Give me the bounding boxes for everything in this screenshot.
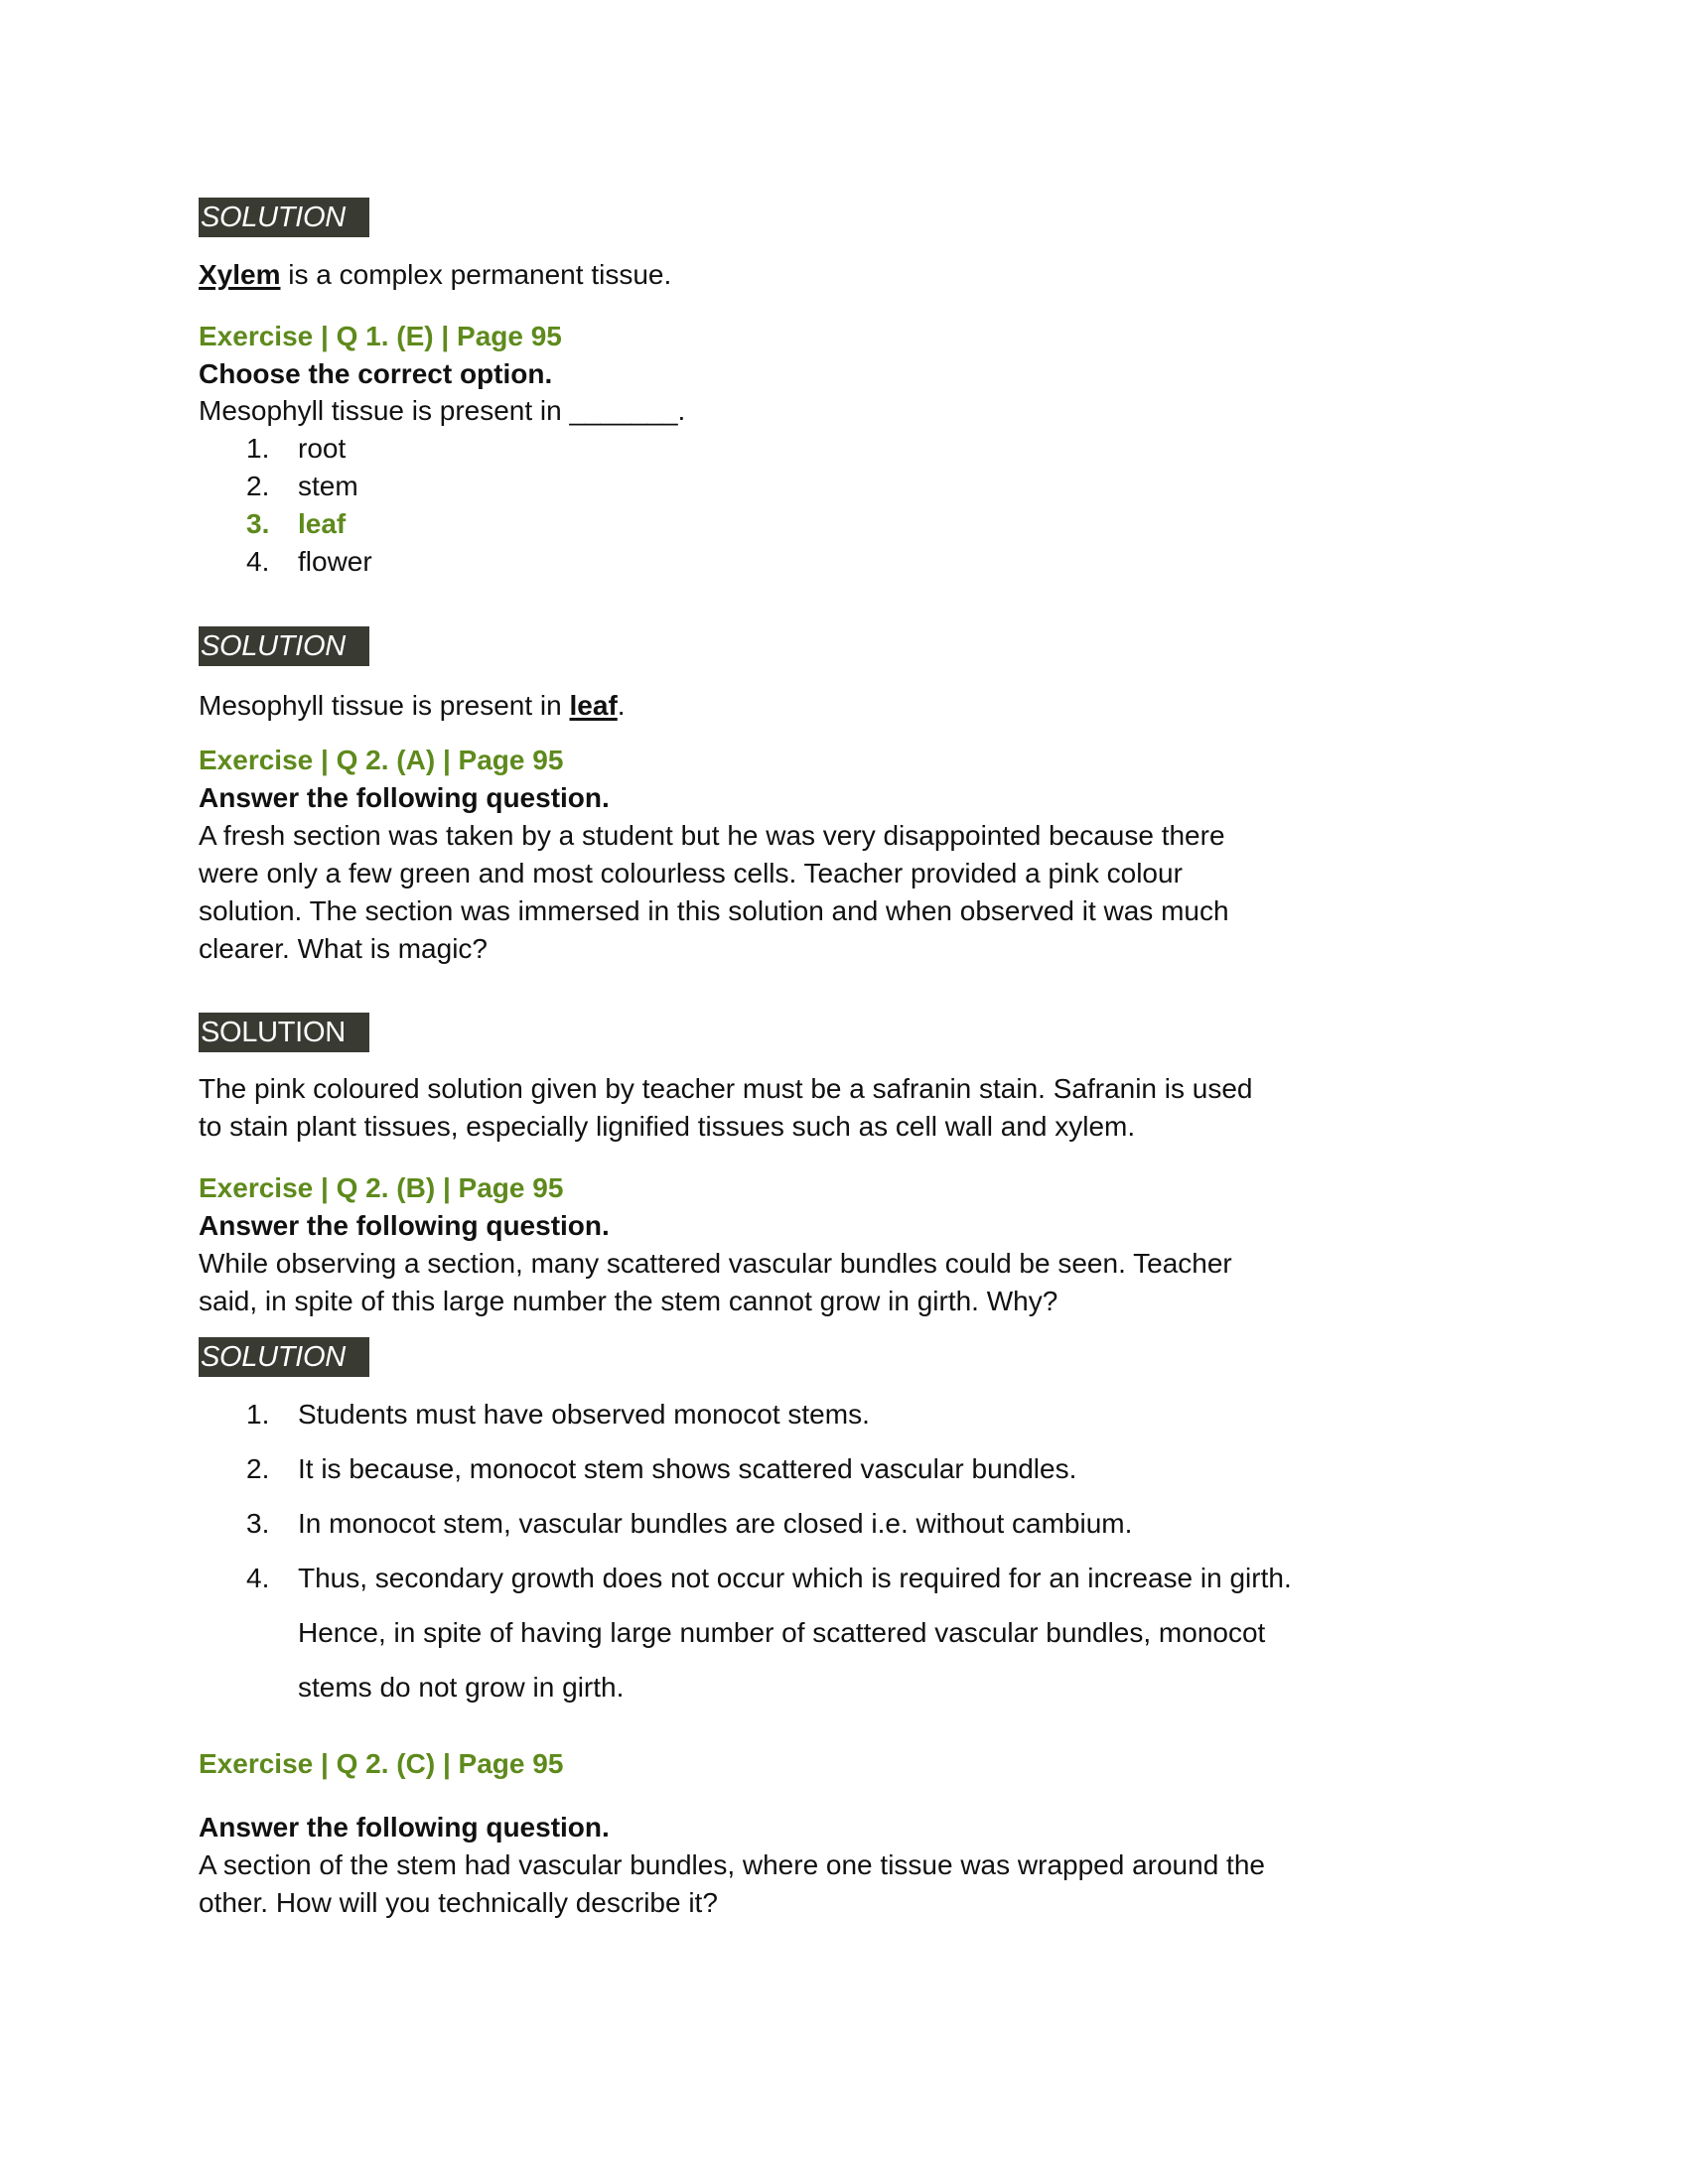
- solution-item-continuation: [199, 1605, 1292, 1660]
- question-text: [199, 392, 685, 430]
- solution-item: [199, 1496, 1292, 1551]
- solution-badge: SOLUTION: [199, 1013, 369, 1052]
- question-line: A section of the stem had vascular bundles, where one tissue was wrapped around the: [199, 1849, 1265, 1880]
- item-text: Students must have observed monocot stems.: [298, 1399, 870, 1430]
- question-instruction: Answer the following question.: [199, 1812, 610, 1843]
- exercise-heading: Exercise | Q 2. (A) | Page 95: [199, 745, 564, 775]
- option-number: 1.: [246, 433, 270, 464]
- exercise-heading: Exercise | Q 1. (E) | Page 95: [199, 321, 562, 351]
- item-text: Thus, secondary growth does not occur which is required for an increase in girth.: [298, 1563, 1292, 1593]
- item-text: It is because, monocot stem shows scattered vascular bundles.: [298, 1453, 1077, 1484]
- option-label: flower: [298, 546, 372, 577]
- option-item: [199, 430, 372, 468]
- question-suffix: .: [677, 395, 686, 426]
- solution-badge: SOLUTION: [199, 1337, 369, 1377]
- option-number: 4.: [246, 546, 270, 577]
- question-line: said, in spite of this large number the stem cannot grow in girth. Why?: [199, 1286, 1058, 1316]
- item-text: Hence, in spite of having large number of scattered vascular bundles, monocot: [298, 1617, 1266, 1648]
- question-line: solution. The section was immersed in this solution and when observed it was much: [199, 895, 1229, 926]
- question-paragraph: [199, 817, 1229, 968]
- question-line: While observing a section, many scattered vascular bundles could be seen. Teacher: [199, 1248, 1232, 1279]
- question-prefix: Mesophyll tissue is present in: [199, 395, 570, 426]
- option-label: root: [298, 433, 347, 464]
- item-number: 3.: [246, 1508, 270, 1539]
- item-text: stems do not grow in girth.: [298, 1672, 625, 1703]
- option-item: [199, 543, 372, 581]
- solution-paragraph: [199, 1070, 1253, 1146]
- solution-text: [199, 256, 671, 294]
- solution-text: [199, 687, 626, 725]
- question-paragraph: [199, 1846, 1265, 1922]
- question-paragraph: [199, 1245, 1232, 1320]
- question-line: other. How will you technically describe it?: [199, 1887, 718, 1918]
- exercise-heading: Exercise | Q 2. (B) | Page 95: [199, 1172, 564, 1203]
- solution-badge: SOLUTION: [199, 626, 369, 666]
- solution-item: [199, 1551, 1292, 1605]
- option-item-correct: [199, 505, 372, 543]
- option-number: 3.: [246, 508, 270, 539]
- answer-rest: is a complex permanent tissue.: [280, 259, 672, 290]
- solution-item: [199, 1441, 1292, 1496]
- question-line: A fresh section was taken by a student but he was very disappointed because there: [199, 820, 1225, 851]
- item-number: 4.: [246, 1563, 270, 1593]
- solution-list: [199, 1387, 1292, 1714]
- option-label: leaf: [298, 508, 347, 539]
- question-blank: _______: [569, 395, 678, 426]
- question-line: were only a few green and most colourless cells. Teacher provided a pink colour: [199, 858, 1183, 888]
- question-instruction: Answer the following question.: [199, 782, 610, 813]
- solution-badge: SOLUTION: [199, 198, 369, 237]
- answer-term: Xylem: [199, 259, 281, 290]
- answer-term: leaf: [569, 690, 618, 721]
- option-number: 2.: [246, 471, 270, 501]
- solution-prefix: Mesophyll tissue is present in: [199, 690, 570, 721]
- solution-line: The pink coloured solution given by teacher must be a safranin stain. Safranin is used: [199, 1073, 1253, 1104]
- exercise-heading: Exercise | Q 2. (C) | Page 95: [199, 1748, 564, 1779]
- item-number: 2.: [246, 1453, 270, 1484]
- option-label: stem: [298, 471, 358, 501]
- solution-item-continuation: [199, 1660, 1292, 1714]
- question-line: clearer. What is magic?: [199, 933, 488, 964]
- option-item: [199, 468, 372, 505]
- item-text: In monocot stem, vascular bundles are closed i.e. without cambium.: [298, 1508, 1133, 1539]
- solution-line: to stain plant tissues, especially lignified tissues such as cell wall and xylem.: [199, 1111, 1136, 1142]
- question-instruction: Answer the following question.: [199, 1210, 610, 1241]
- solution-item: [199, 1387, 1292, 1441]
- question-instruction: Choose the correct option.: [199, 358, 553, 389]
- options-list: [199, 430, 372, 581]
- solution-suffix: .: [617, 690, 626, 721]
- item-number: 1.: [246, 1399, 270, 1430]
